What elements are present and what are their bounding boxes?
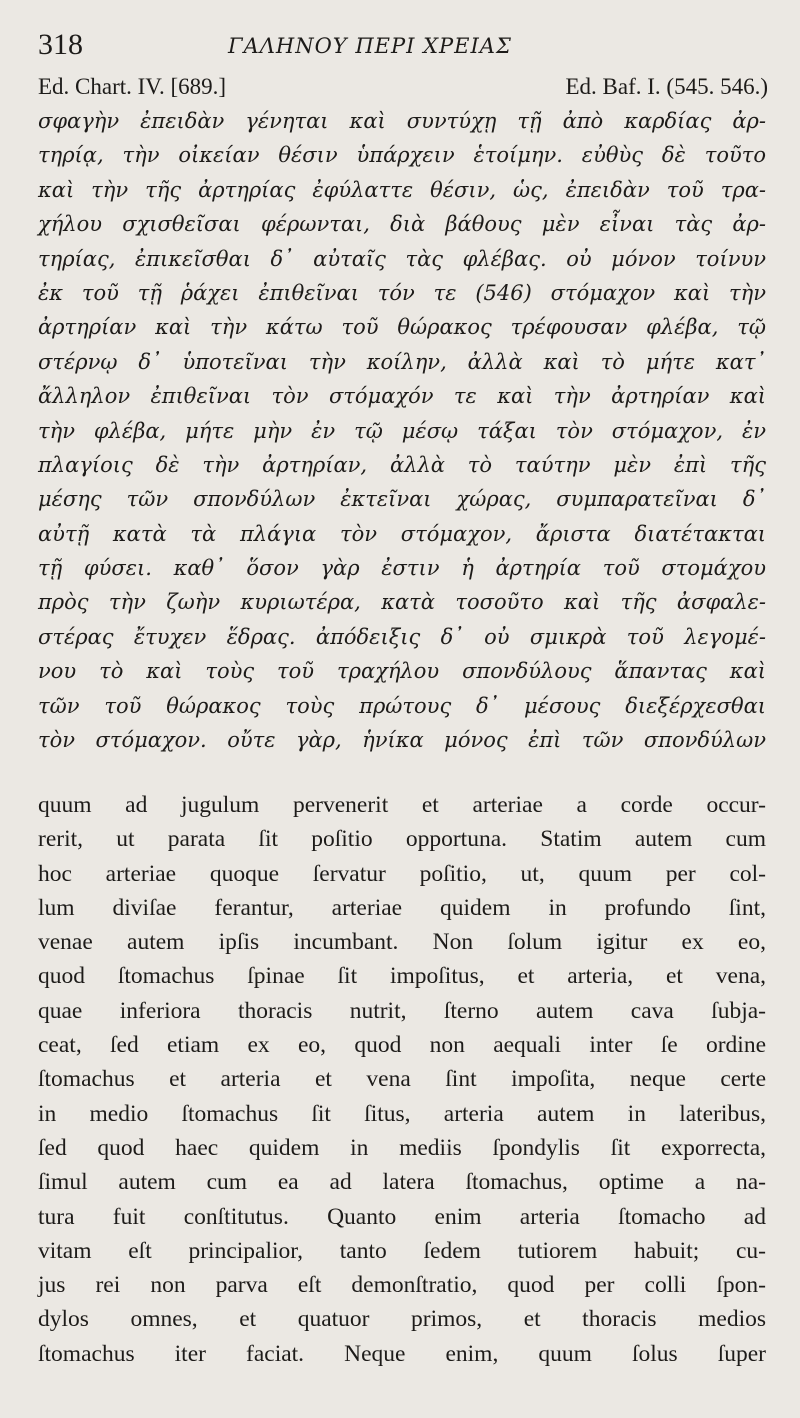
latin-line: lum diviſae ferantur, arteriae quidem in profundo ſint,: [38, 894, 766, 921]
latin-line: vitam eſt principalior, tanto ſedem tutiorem habuit; cu-: [38, 1237, 766, 1264]
greek-line: καὶ τὴν τῆς ἀρτηρίας ἐφύλαττε θέσιν, ὡς, ἐπειδὰν τοῦ τρα-: [38, 177, 766, 202]
latin-line: rerit, ut parata ſit poſitio opportuna. Statim autem cum: [38, 826, 766, 853]
greek-line: τῇ φύσει. καθ᾽ ὅσον γὰρ ἐστιν ἡ ἀρτηρία τοῦ στομάχου: [38, 556, 766, 581]
latin-line: ſimul autem cum ea ad latera ſtomachus, optime a na-: [38, 1169, 766, 1196]
greek-line: σφαγὴν ἐπειδὰν γένηται καὶ συντύχῃ τῇ ἀπὸ καρδίας ἀρ-: [38, 109, 766, 133]
greek-line: τῶν τοῦ θώρακος τοὺς πρώτους δ᾽ μέσους διεξέρχεσθαι: [38, 693, 766, 718]
page-header: [38, 28, 770, 64]
greek-line: μέσης τῶν σπονδύλων ἐκτεῖναι χώρας, συμπαρατεῖναι δ᾽: [38, 487, 766, 512]
edition-basel: Ed. Baf. I. (545. 546.): [565, 74, 768, 99]
greek-text-block: [38, 104, 766, 757]
latin-line: ſtomachus et arteria et vena ſint impoſita, neque certe: [38, 1066, 766, 1093]
greek-line: ἄλληλον ἐπιθεῖναι τὸν στόμαχόν τε καὶ τὴν ἀρτηρίαν καὶ: [38, 384, 766, 409]
latin-line: ſed quod haec quidem in mediis ſpondylis ſit exporrecta,: [38, 1134, 766, 1161]
greek-line: τὸν στόμαχον. οὔτε γὰρ, ἡνίκα μόνος ἐπὶ τῶν σπονδύλων: [38, 728, 766, 753]
greek-line: τηρίᾳ, τὴν οἰκείαν θέσιν ὑπάρχειν ἑτοίμην. εὐθὺς δὲ τοῦτο: [38, 143, 766, 168]
greek-line: τὴν φλέβα, μήτε μὴν ἐν τῷ μέσῳ τάξαι τὸν στόμαχον, ἐν: [38, 418, 766, 443]
edition-chartier: Ed. Chart. IV. [689.]: [38, 74, 227, 99]
latin-line: quum ad jugulum pervenerit et arteriae a corde occur-: [38, 792, 766, 818]
greek-line: αὐτῇ κατὰ τὰ πλάγια τὸν στόμαχον, ἄριστα διατέτακται: [38, 521, 766, 546]
greek-line: χήλου σχισθεῖσαι φέρωνται, διὰ βάθους μὲν εἶναι τὰς ἀρ-: [38, 212, 766, 237]
latin-line: in medio ſtomachus ſit ſitus, arteria autem in lateribus,: [38, 1100, 766, 1127]
greek-line: πρὸς τὴν ζωὴν κυριωτέρα, κατὰ τοσοῦτο καὶ τῆς ἀσφαλε-: [38, 590, 766, 615]
latin-line: venae autem ipſis incumbant. Non ſolum igitur ex eo,: [38, 929, 766, 956]
greek-line: ἐκ τοῦ τῇ ῥάχει ἐπιθεῖναι τόν τε (546) στόμαχον καὶ τὴν: [38, 280, 766, 305]
running-title: ΓΑΛΗΝΟΥ ΠΕΡΙ ΧΡΕΙΑΣ: [228, 34, 512, 58]
latin-line: jus rei non parva eſt demonſtratio, quod per colli ſpon-: [38, 1272, 766, 1299]
greek-line: πλαγίοις δὲ τὴν ἀρτηρίαν, ἀλλὰ τὸ ταύτην μὲν ἐπὶ τῆς: [38, 452, 766, 477]
greek-line: στέρας ἔτυχεν ἕδρας. ἀπόδειξις δ᾽ οὐ σμικρὰ τοῦ λεγομέ-: [38, 624, 766, 649]
greek-line: ἀρτηρίαν καὶ τὴν κάτω τοῦ θώρακος τρέφουσαν φλέβα, τῷ: [38, 315, 766, 340]
greek-line: νου τὸ καὶ τοὺς τοῦ τραχήλου σπονδύλους ἅπαντας καὶ: [38, 659, 766, 684]
greek-line: στέρνῳ δ᾽ ὑποτεῖναι τὴν κοίλην, ἀλλὰ καὶ τὸ μήτε κατ᾽: [38, 349, 766, 374]
latin-line: ceat, ſed etiam ex eo, quod non aequali inter ſe ordine: [38, 1032, 766, 1059]
greek-line: τηρίας, ἐπικεῖσθαι δ᾽ αὐταῖς τὰς φλέβας. οὐ μόνον τοίνυν: [38, 246, 766, 271]
latin-line: ſtomachus iter faciat. Neque enim, quum ſolus ſuper: [38, 1340, 766, 1367]
latin-line: quod ſtomachus ſpinae ſit impoſitus, et arteria, et vena,: [38, 963, 766, 990]
latin-line: dylos omnes, et quatuor primos, et thoracis medios: [38, 1306, 766, 1333]
latin-text-block: [38, 788, 766, 1371]
page-number: 318: [38, 28, 83, 61]
latin-line: tura fuit conſtitutus. Quanto enim arteria ſtomacho ad: [38, 1203, 766, 1230]
edition-references: [38, 74, 768, 104]
latin-line: hoc arteriae quoque ſervatur poſitio, ut, quum per col-: [38, 860, 766, 887]
latin-line: quae inferiora thoracis nutrit, ſterno autem cava ſubja-: [38, 997, 766, 1024]
